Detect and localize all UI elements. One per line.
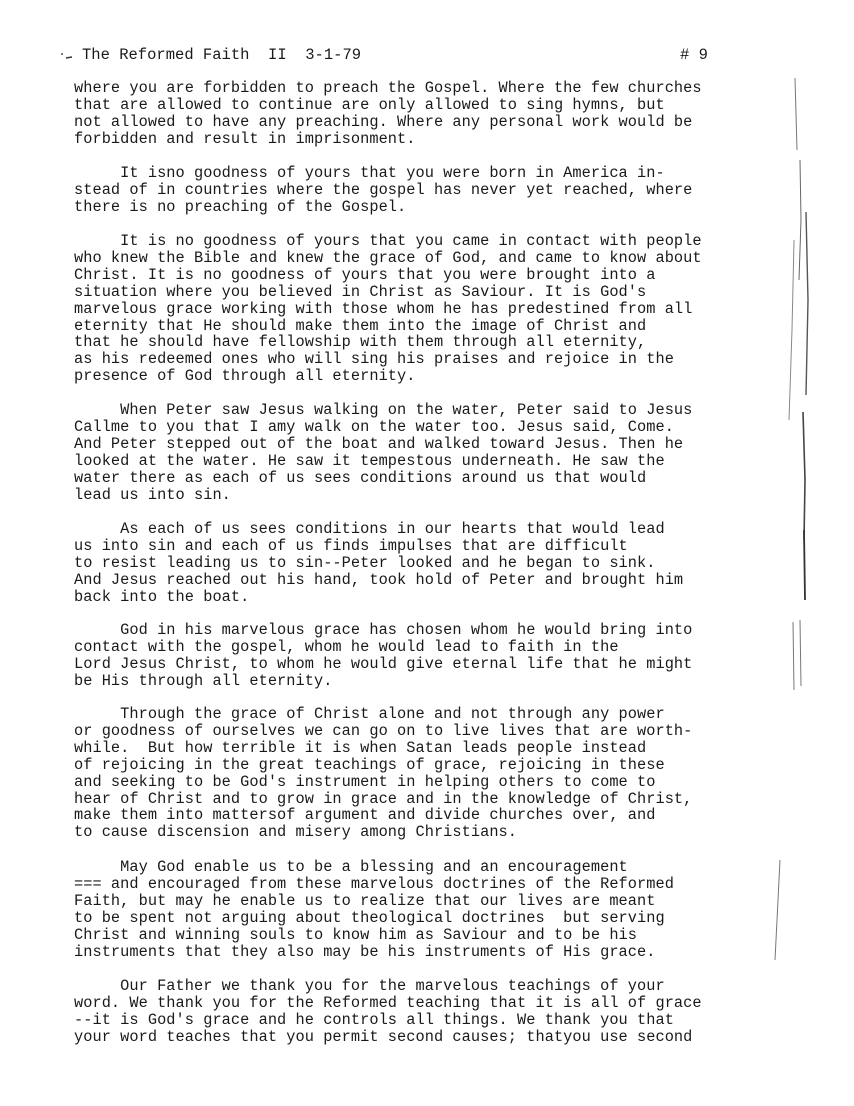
paragraph-5: As each of us sees conditions in our hearts that would lead us into sin and each of us finds impulses that are difficult to resist leading us to sin--Peter looked and he began to sink. And Jesus reached out his hand, took hold of Peter and brought him back into the boat. — [74, 520, 684, 606]
margin-line — [775, 860, 780, 960]
paragraph-7: Through the grace of Christ alone and not through any power or goodness of ourselves we can go on to live lives that are worth- while. But how terrible it is when Satan leads people instead of rejoicing in the great teachings of grace, rejoicing in these and seeking to be God's instrument in helping others to come to hear of Christ and to grow in grace and in the knowledge of Christ, make them into mattersof argument and divide churches over, and to cause discension and misery among Christians. — [74, 705, 693, 842]
page-header — [60, 46, 780, 68]
paragraph-2: It isno goodness of yours that you were born in America in- stead of in countries where the gospel has never yet reached, where there is no preaching of the Gospel. — [74, 164, 693, 216]
margin-line — [806, 212, 808, 395]
margin-line — [799, 160, 801, 280]
paragraph-6: God in his marvelous grace has chosen whom he would bring into contact with the gospel, whom he would lead to faith in the Lord Jesus Christ, to whom he would give eternal life that he might be His through all eternity. — [74, 621, 693, 690]
paragraph-8: May God enable us to be a blessing and an encouragement === and encouraged from these marvelous doctrines of the Reformed Faith, but may he enable us to realize that our lives are meant to be spent not arguing about theological doctrines but serving Christ and winning souls to know him as Saviour and to be his instruments that they also may be his instruments of His grace. — [74, 858, 674, 961]
margin-line — [803, 412, 805, 540]
margin-line — [793, 622, 794, 690]
margin-line — [789, 240, 794, 420]
paragraph-9: Our Father we thank you for the marvelous teachings of your word. We thank you for the Reformed teaching that it is all of grace --it is God's grace and he controls all things. We thank you that your word teaches that you permit second causes; thatyou use second — [74, 977, 702, 1046]
smudge-mark — [60, 52, 72, 60]
margin-line — [804, 530, 805, 600]
document-title: The Reformed Faith II 3-1-79 — [82, 46, 362, 64]
paragraph-1: where you are forbidden to preach the Gospel. Where the few churches that are allowed to continue are only allowed to sing hymns, but not allowed to have any preaching. Where any personal work would be forbidden and result in imprisonment. — [74, 79, 702, 148]
margin-line — [800, 620, 801, 686]
paragraph-4: When Peter saw Jesus walking on the water, Peter said to Jesus Callme to you that I amy walk on the water too. Jesus said, Come. And Peter stepped out of the boat and walked toward Jesus. Then he looked at the water. He saw it tempestous underneath. He saw the water there as each of us sees conditions around us that would lead us into sin. — [74, 401, 693, 504]
page-number: # 9 — [680, 46, 708, 64]
margin-line — [795, 78, 797, 150]
paragraph-3: It is no goodness of yours that you came in contact with people who knew the Bible and knew the grace of God, and came to know about Christ. It is no goodness of yours that you were brought into a situation where you believed in Christ as Saviour. It is God's marvelous grace working with those whom he has predestined from all eternity that He should make them into the image of Christ and that he should have fellowship with them through all eternity, as his redeemed ones who will sing his praises and rejoice in the presence of God through all eternity. — [74, 232, 702, 386]
